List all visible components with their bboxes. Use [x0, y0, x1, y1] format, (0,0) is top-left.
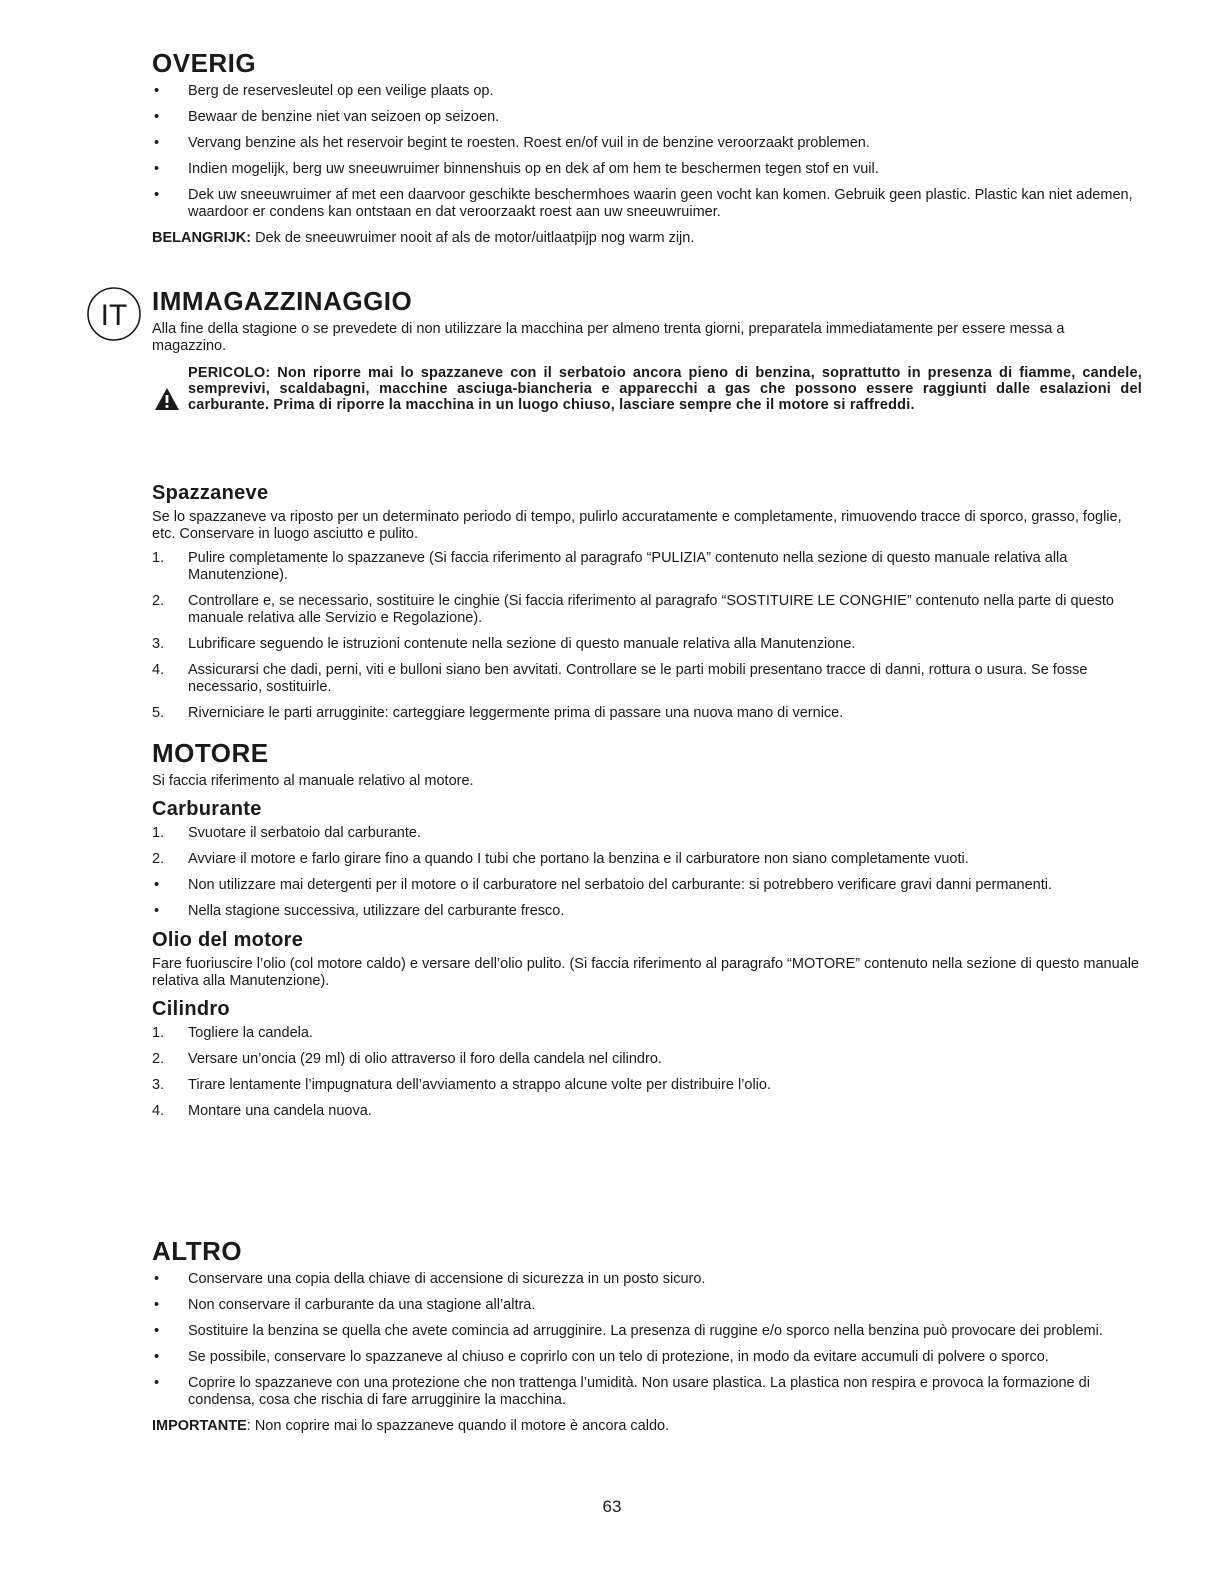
danger-text: PERICOLO: Non riporre mai lo spazzaneve con il serbatoio ancora pieno di benzina, soprattutto in presenza di fiamme, candele, semprevivi, scaldabagni, macchine asciuga-biancheria e apparecchi a gas che possono essere raggiunti dalle esalazioni del carburante. Prima di riporre la macchina in un luogo chiuso, lasciare sempre che il motore si raffreddi.: [188, 365, 1142, 413]
olio-title: Olio del motore: [152, 929, 304, 951]
overig-note: BELANGRIJK: Dek de sneeuwruimer nooit af als de motor/uitlaatpijp nog warm zijn.: [152, 230, 695, 246]
list-item: • Bewaar de benzine niet van seizoen op seizoen.: [154, 109, 500, 125]
immagazzinaggio-intro: Alla fine della stagione o se prevedete di non utilizzare la macchina per almeno trenta giorni, preparatela immediatamente per essere messa a magazzino.: [152, 321, 1065, 354]
list-item: • Indien mogelijk, berg uw sneeuwruimer binnenshuis op en dek af om hem te beschermen tegen stof en vuil.: [154, 161, 879, 177]
list-item: • Dek uw sneeuwruimer af met een daarvoor geschikte beschermhoes waarin geen vocht kan komen. Gebruik geen plastic. Plastic kan niet ademen, waardoor er condens kan ontstaan en dat veroorzaakt roest aan uw sneeuwruimer.: [154, 187, 1133, 220]
list-item: 1. Pulire completamente lo spazzaneve (Si faccia riferimento al paragrafo “PULIZIA” contenuto nella sezione di questo manuale relativa alla Manutenzione).: [152, 550, 1068, 583]
spazzaneve-steps: [152, 550, 1142, 722]
list-item: 5. Riverniciare le parti arrugginite: carteggiare leggermente prima di passare una nuova mano di vernice.: [152, 705, 844, 721]
altro-title: ALTRO: [152, 1236, 243, 1266]
section-spazzaneve: [152, 482, 1142, 731]
cilindro-steps: [152, 1025, 1142, 1120]
list-item: • Nella stagione successiva, utilizzare del carburante fresco.: [154, 903, 565, 919]
list-item: • Non conservare il carburante da una stagione all’altra.: [154, 1297, 536, 1313]
list-item: 4. Assicurarsi che dadi, perni, viti e bulloni siano ben avvitati. Controllare se le parti mobili presentano tracce di danni, rottura o usura. Se fosse necessario, sostituirle.: [152, 662, 1088, 695]
section-altro: [152, 1236, 1142, 1435]
motore-title: MOTORE: [152, 738, 269, 768]
olio-text: Fare fuoriuscire l’olio (col motore caldo) e versare dell’olio pulito. (Si faccia riferimento al paragrafo “MOTORE” contenuto nella sezione di questo manuale relativa alla Manutenzione).: [152, 956, 1139, 989]
list-item: • Conservare una copia della chiave di accensione di sicurezza in un posto sicuro.: [154, 1271, 706, 1287]
list-item: 2. Controllare e, se necessario, sostituire le cinghie (Si faccia riferimento al paragrafo “SOSTITUIRE LE CONGHIE” contenuto nella parte di questo manuale relativa alle Servizio e Regolazione).: [152, 593, 1114, 626]
language-badge-label: IT: [100, 299, 128, 332]
list-item: • Se possibile, conservare lo spazzaneve al chiuso e coprirlo con un telo di protezione, in modo da evitare accumuli di polvere o sporco.: [154, 1349, 1049, 1365]
danger-notice: [152, 365, 1142, 413]
list-item: 3. Lubrificare seguendo le istruzioni contenute nella sezione di questo manuale relativa alla Manutenzione.: [152, 636, 856, 652]
list-item: • Non utilizzare mai detergenti per il motore o il carburatore nel serbatoio del carburante: si potrebbero verificare gravi danni permanenti.: [154, 877, 1053, 893]
list-item: 2. Avviare il motore e farlo girare fino a quando I tubi che portano la benzina e il carburatore non siano completamente vuoti.: [152, 851, 969, 867]
motore-intro: Si faccia riferimento al manuale relativo al motore.: [152, 773, 474, 789]
page-number: 63: [602, 1497, 622, 1516]
list-item: 4. Montare una candela nuova.: [152, 1103, 372, 1119]
spazzaneve-title: Spazzaneve: [152, 482, 269, 504]
list-item: • Vervang benzine als het reservoir begint te roesten. Roest en/of vuil in de benzine veroorzaakt problemen.: [154, 135, 870, 151]
cilindro-title: Cilindro: [152, 998, 230, 1020]
overig-list: [152, 83, 1142, 221]
altro-note: IMPORTANTE: Non coprire mai lo spazzaneve quando il motore è ancora caldo.: [152, 1418, 670, 1434]
list-item: 1. Svuotare il serbatoio dal carburante.: [152, 825, 421, 841]
list-item: 1. Togliere la candela.: [152, 1025, 313, 1041]
immagazzinaggio-title: IMMAGAZZINAGGIO: [152, 286, 413, 316]
list-item: 3. Tirare lentamente l’impugnatura dell’avviamento a strappo alcune volte per distribuire l’olio.: [152, 1077, 771, 1093]
language-badge-it: [86, 286, 142, 342]
list-item: 2. Versare un’oncia (29 ml) di olio attraverso il foro della candela nel cilindro.: [152, 1051, 662, 1067]
list-item: • Coprire lo spazzaneve con una protezione che non trattenga l’umidità. Non usare plastica. La plastica non respira e provoca la formazione di condensa, cosa che rischia di fare arrugginire la macchina.: [154, 1375, 1090, 1408]
section-motore: [152, 738, 1142, 1129]
list-item: • Sostituire la benzina se quella che avete comincia ad arrugginire. La presenza di ruggine e/o sporco nella benzina può provocare dei problemi.: [154, 1323, 1103, 1339]
list-item: • Berg de reservesleutel op een veilige plaats op.: [154, 83, 494, 99]
warning-triangle-icon: [154, 387, 180, 411]
overig-title: OVERIG: [152, 48, 257, 78]
carburante-list: [152, 825, 1142, 920]
carburante-title: Carburante: [152, 798, 262, 820]
spazzaneve-intro: Se lo spazzaneve va riposto per un determinato periodo di tempo, pulirlo accuratamente e completamente, rimuovendo tracce di sporco, grasso, foglie, etc. Conservare in luogo asciutto e pulito.: [152, 509, 1122, 542]
section-overig: [152, 48, 1142, 247]
section-immagazzinaggio: [152, 286, 1142, 413]
altro-list: [152, 1271, 1142, 1409]
